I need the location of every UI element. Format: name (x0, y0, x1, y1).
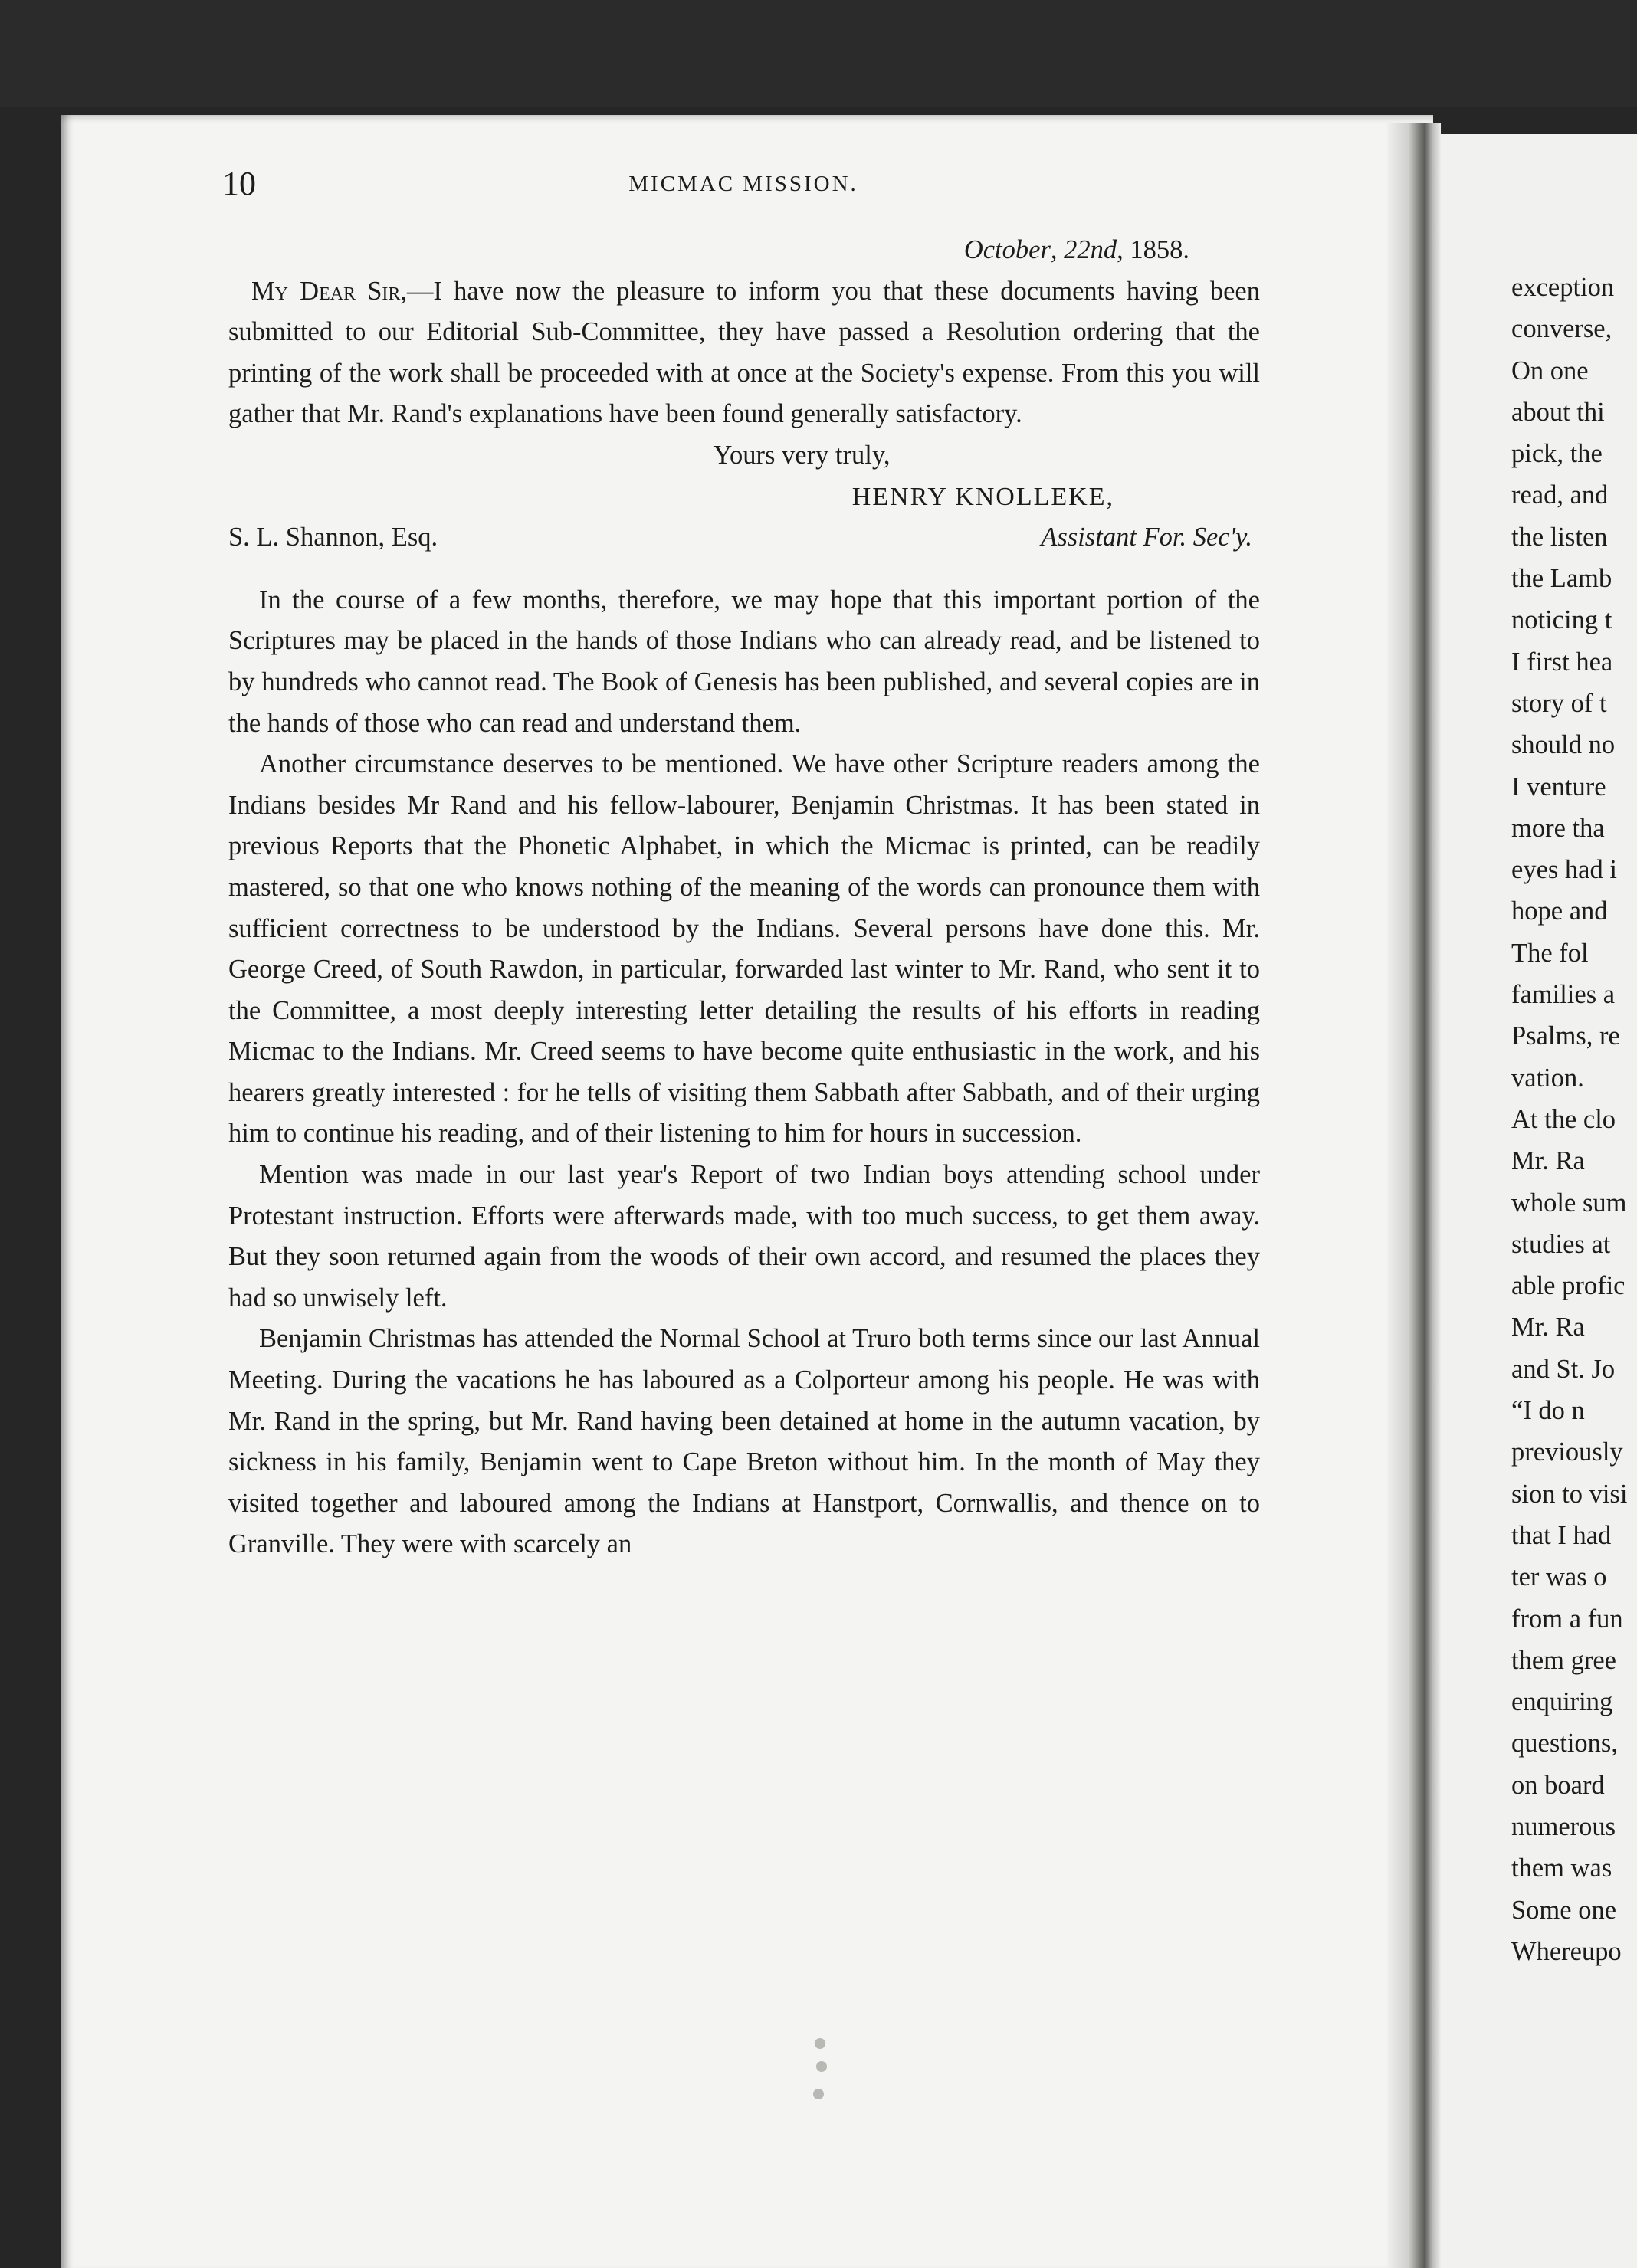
film-border (0, 0, 1637, 107)
paper-blemish (809, 2038, 832, 2107)
running-head: MICMAC MISSION. (628, 172, 858, 196)
facing-page-line: on board (1511, 1770, 1605, 1800)
facing-page-line: studies at (1511, 1229, 1611, 1259)
facing-page-line: Mr. Ra (1511, 1313, 1585, 1342)
facing-page-line: Mr. Ra (1511, 1146, 1585, 1176)
letter-date: October, 22nd, 1858. (963, 235, 1189, 264)
facing-page-line: numerous (1511, 1811, 1616, 1841)
paragraph: Another circumstance deserves to be mentioned. We have other Scripture readers among the Indians besides Mr Rand and his fellow-labourer, Benjamin Christmas. It has been stated in previous Reports that the Phonetic Alphabet, in which the Micmac is printed, can be readily mastered, so that one who knows nothing of the meaning of the words can pronounce them with sufficient correctness to be understood by the Indians. Several persons have done this. Mr. George Creed, of South Rawdon, in particular, forwarded last winter to Mr. Rand, who sent it to the Committee, a most deeply interesting letter detailing the results of his efforts in reading Micmac to the Indians. Mr. Creed seems to have become quite enthusiastic in the work, and his hearers greatly interested : for he tells of visiting them Sabbath after Sabbath, and of their urging him to continue his reading, and of their listening to him for hours in succession. (228, 749, 1260, 1149)
facing-page-line: pick, the (1511, 439, 1603, 469)
facing-page-line: read, and (1511, 480, 1609, 510)
facing-page-line: the listen (1511, 522, 1608, 552)
facing-page-line: converse, (1511, 314, 1612, 344)
facing-page-line: story of t (1511, 688, 1607, 718)
signature-row (228, 517, 1260, 559)
speck (815, 2038, 825, 2049)
facing-page-line: Some one (1511, 1895, 1617, 1925)
facing-page-line: At the clo (1511, 1104, 1616, 1134)
facing-page-line: them gree (1511, 1645, 1616, 1675)
facing-page-line: ter was o (1511, 1562, 1607, 1592)
facing-page-line: that I had (1511, 1520, 1612, 1550)
letter-recipient: S. L. Shannon, Esq. (228, 523, 438, 552)
letter-closing: Yours very truly, (713, 440, 891, 470)
date-month: October (963, 235, 1051, 264)
letter-signer: HENRY KNOLLEKE, (851, 482, 1114, 511)
signer-title: Assistant For. Sec'y. (1041, 523, 1252, 552)
facing-page-line: I first hea (1511, 647, 1613, 677)
letter-text: —I have now the pleasure to inform you that these documents having been submitted to our Editorial Sub-Committee, they have passed a Resolution ordering that the printing of the work shall be proceeded with at once at the Society's expense. From this you will gather that Mr. Rand's explanations have been found generally satisfactory. (228, 276, 1260, 429)
date-year: , 1858. (1117, 235, 1189, 264)
facing-page-line: should no (1511, 730, 1616, 760)
facing-page-line: exception (1511, 273, 1615, 302)
facing-page-line: I venture (1511, 772, 1606, 801)
facing-page-line: more tha (1511, 813, 1605, 843)
facing-page-line: vation. (1511, 1063, 1584, 1093)
paragraph: In the course of a few months, therefore, we may hope that this important portion of the Scriptures may be placed in the hands of those Indians who can already read, and be listened to by hundreds who cannot read. The Book of Genesis has been published, and several copies are in the hands of those who can read and understand them. (228, 585, 1260, 738)
speck (816, 2061, 827, 2072)
page-body (228, 230, 1260, 1565)
facing-page-line: the Lamb (1511, 564, 1612, 594)
page-number: 10 (222, 165, 256, 202)
facing-page-line: eyes had i (1511, 855, 1617, 885)
facing-page-line: previously (1511, 1437, 1623, 1467)
facing-page-line: sion to visi (1511, 1479, 1628, 1509)
letter-body (228, 271, 1260, 435)
facing-page-line: noticing t (1511, 605, 1612, 635)
facing-page-line: from a fun (1511, 1604, 1623, 1634)
facing-page-line: enquiring (1511, 1687, 1613, 1717)
facing-page-line: Psalms, re (1511, 1021, 1620, 1051)
facing-page-line: The fol (1511, 938, 1589, 968)
facing-page-line: families a (1511, 980, 1616, 1010)
facing-page-line: them was (1511, 1853, 1612, 1883)
facing-page-line: On one (1511, 356, 1589, 385)
facing-page-line: questions, (1511, 1729, 1618, 1758)
book-gutter (1387, 123, 1441, 2268)
facing-page-line: and St. Jo (1511, 1354, 1616, 1384)
facing-page-line: hope and (1511, 896, 1608, 926)
paragraph: Mention was made in our last year's Report of two Indian boys attending school under Protestant instruction. Efforts were afterwards made, with too much success, to get them away. But they soon returned again from the woods of their own accord, and resumed the places they had so unwisely left. (228, 1160, 1260, 1313)
facing-page-text (1511, 267, 1637, 1972)
letter-salutation: My Dear Sir, (251, 276, 408, 306)
facing-page-line: able profic (1511, 1271, 1626, 1301)
paragraph: Benjamin Christmas has attended the Normal School at Truro both terms since our last Annual Meeting. During the vacations he has laboured as a Colporteur among his people. He was with Mr. Rand in the spring, but Mr. Rand having been detained at home in the autumn vacation, by sickness in his family, Benjamin went to Cape Breton without him. In the month of May they visited together and laboured among the Indians at Hanstport, Cornwallis, and thence on to Granville. They were with scarcely an (228, 1324, 1260, 1559)
page-header (222, 161, 1265, 207)
date-day: 22nd (1064, 235, 1117, 264)
facing-page-line: about thi (1511, 397, 1605, 427)
facing-page-line: “I do n (1511, 1396, 1585, 1426)
facing-page-line: whole sum (1511, 1188, 1627, 1218)
facing-page-line: Whereupo (1511, 1936, 1622, 1966)
section-gap (228, 559, 1260, 580)
speck (813, 2089, 824, 2099)
